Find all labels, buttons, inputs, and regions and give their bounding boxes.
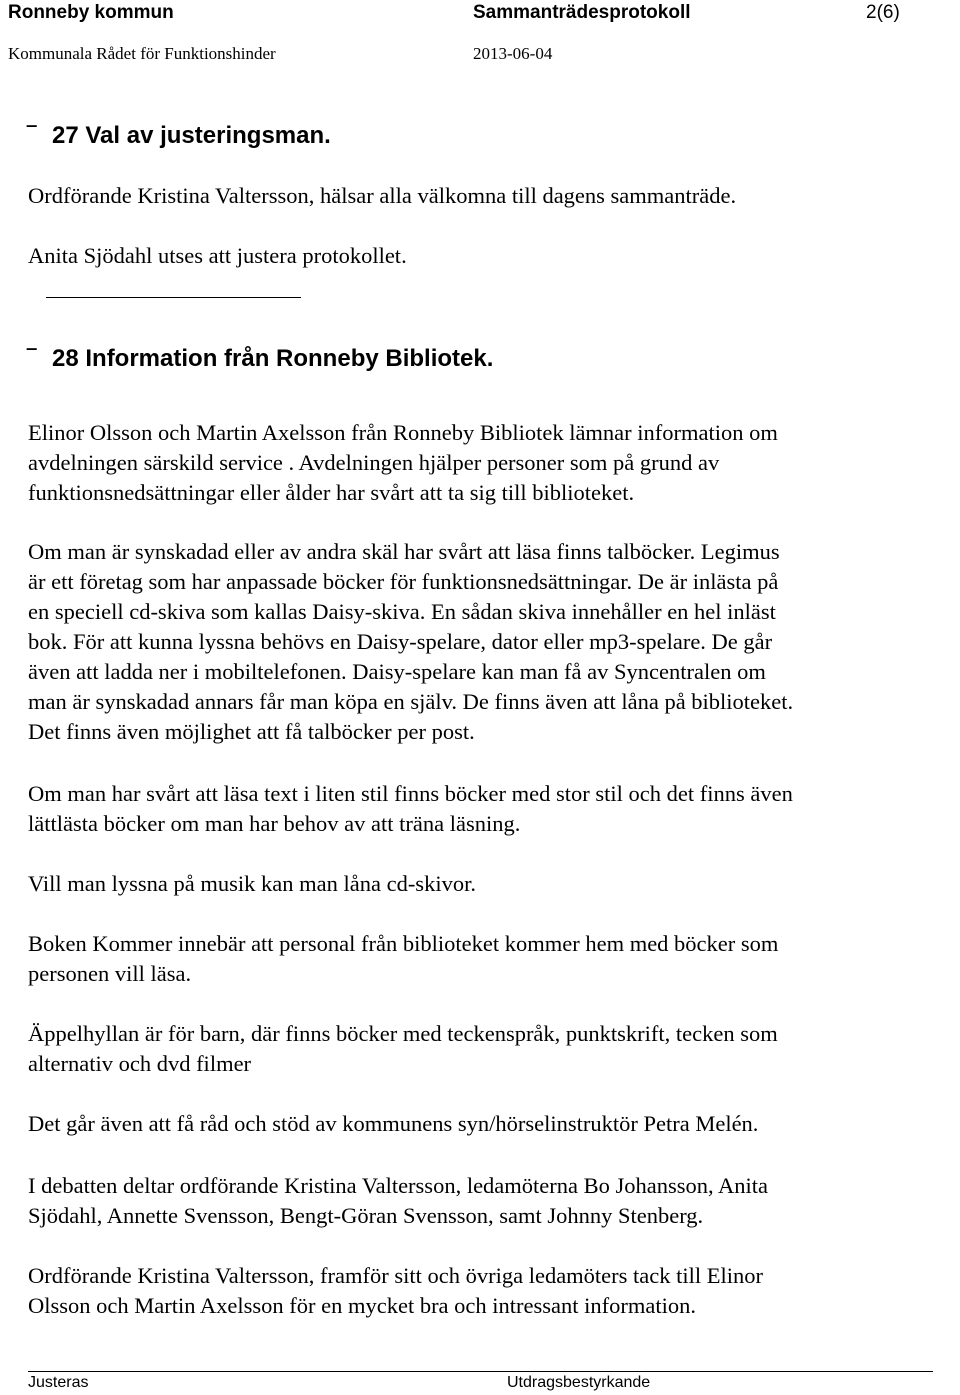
text-line: Sjödahl, Annette Svensson, Bengt-Göran Svensson, samt Johnny Stenberg. [28, 1203, 704, 1228]
paragraph [28, 1261, 943, 1321]
section-heading-text: 28 Information från Ronneby Bibliotek. [52, 345, 494, 372]
text-line: Det finns även möjlighet att få talböcker per post. [28, 719, 475, 744]
text-line: man är synskadad annars får man köpa en själv. De finns även att låna på biblioteket. [28, 689, 794, 714]
paragraph [28, 1171, 943, 1231]
paragraph [28, 418, 943, 508]
text-line: I debatten deltar ordförande Kristina Valtersson, ledamöterna Bo Johansson, Anita [28, 1173, 769, 1198]
text-line: även att ladda ner i mobiltelefonen. Daisy-spelare kan man få av Syncentralen om [28, 659, 766, 684]
section-heading-text: 27 Val av justeringsman. [52, 122, 331, 149]
meeting-date: 2013-06-04 [473, 44, 553, 63]
section-divider [46, 297, 301, 298]
document-type: Sammanträdesprotokoll [473, 2, 691, 23]
text-line: Om man har svårt att läsa text i liten stil finns böcker med stor stil och det finns även [28, 781, 793, 806]
paragraph [28, 1019, 943, 1079]
paragraph [28, 869, 943, 899]
text-line: Vill man lyssna på musik kan man låna cd-skivor. [28, 871, 476, 896]
paragraph [28, 181, 943, 211]
paragraph [28, 929, 943, 989]
text-line: Boken Kommer innebär att personal från biblioteket kommer hem med böcker som [28, 931, 779, 956]
paragraph [28, 537, 943, 747]
text-line: funktionsnedsättningar eller ålder har svårt att ta sig till biblioteket. [28, 480, 635, 505]
text-line: personen vill läsa. [28, 961, 192, 986]
text-line: en speciell cd-skiva som kallas Daisy-skiva. En sådan skiva innehåller en hel inläst [28, 599, 776, 624]
text-line: Elinor Olsson och Martin Axelsson från Ronneby Bibliotek lämnar information om [28, 420, 778, 445]
text-line: Äppelhyllan är för barn, där finns böcker med teckenspråk, punktskrift, tecken som [28, 1021, 778, 1046]
text-line: Om man är synskadad eller av andra skäl har svårt att läsa finns talböcker. Legimus [28, 539, 780, 564]
paragraph [28, 1109, 943, 1139]
text-line: avdelningen särskild service . Avdelningen hjälper personer som på grund av [28, 450, 720, 475]
bullet-marker-icon: ‾ [28, 123, 36, 148]
footer-utdragsbestyrkande-label: Utdragsbestyrkande [507, 1374, 651, 1391]
section-heading-28 [28, 345, 493, 373]
footer-rule [28, 1371, 933, 1372]
footer-justeras-label: Justeras [28, 1374, 89, 1391]
text-line: lättlästa böcker om man har behov av att träna läsning. [28, 811, 521, 836]
text-line: Det går även att få råd och stöd av kommunens syn/hörselinstruktör Petra Melén. [28, 1111, 759, 1136]
text-line: är ett företag som har anpassade böcker för funktionsnedsättningar. De är inlästa på [28, 569, 779, 594]
text-line: bok. För att kunna lyssna behövs en Daisy-spelare, dator eller mp3-spelare. De går [28, 629, 773, 654]
text-line: Ordförande Kristina Valtersson, framför sitt och övriga ledamöters tack till Elinor [28, 1263, 764, 1288]
text-line: alternativ och dvd filmer [28, 1051, 252, 1076]
paragraph [28, 241, 943, 271]
committee-name: Kommunala Rådet för Funktionshinder [8, 44, 276, 63]
text-line: Ordförande Kristina Valtersson, hälsar alla välkomna till dagens sammanträde. [28, 183, 737, 208]
organization-name: Ronneby kommun [8, 2, 174, 23]
text-line: Anita Sjödahl utses att justera protokollet. [28, 243, 407, 268]
text-line: Olsson och Martin Axelsson för en mycket bra och intressant information. [28, 1293, 696, 1318]
page-number: 2(6) [866, 2, 900, 23]
bullet-marker-icon: ‾ [28, 346, 36, 371]
section-heading-27 [28, 122, 331, 150]
paragraph [28, 779, 943, 839]
